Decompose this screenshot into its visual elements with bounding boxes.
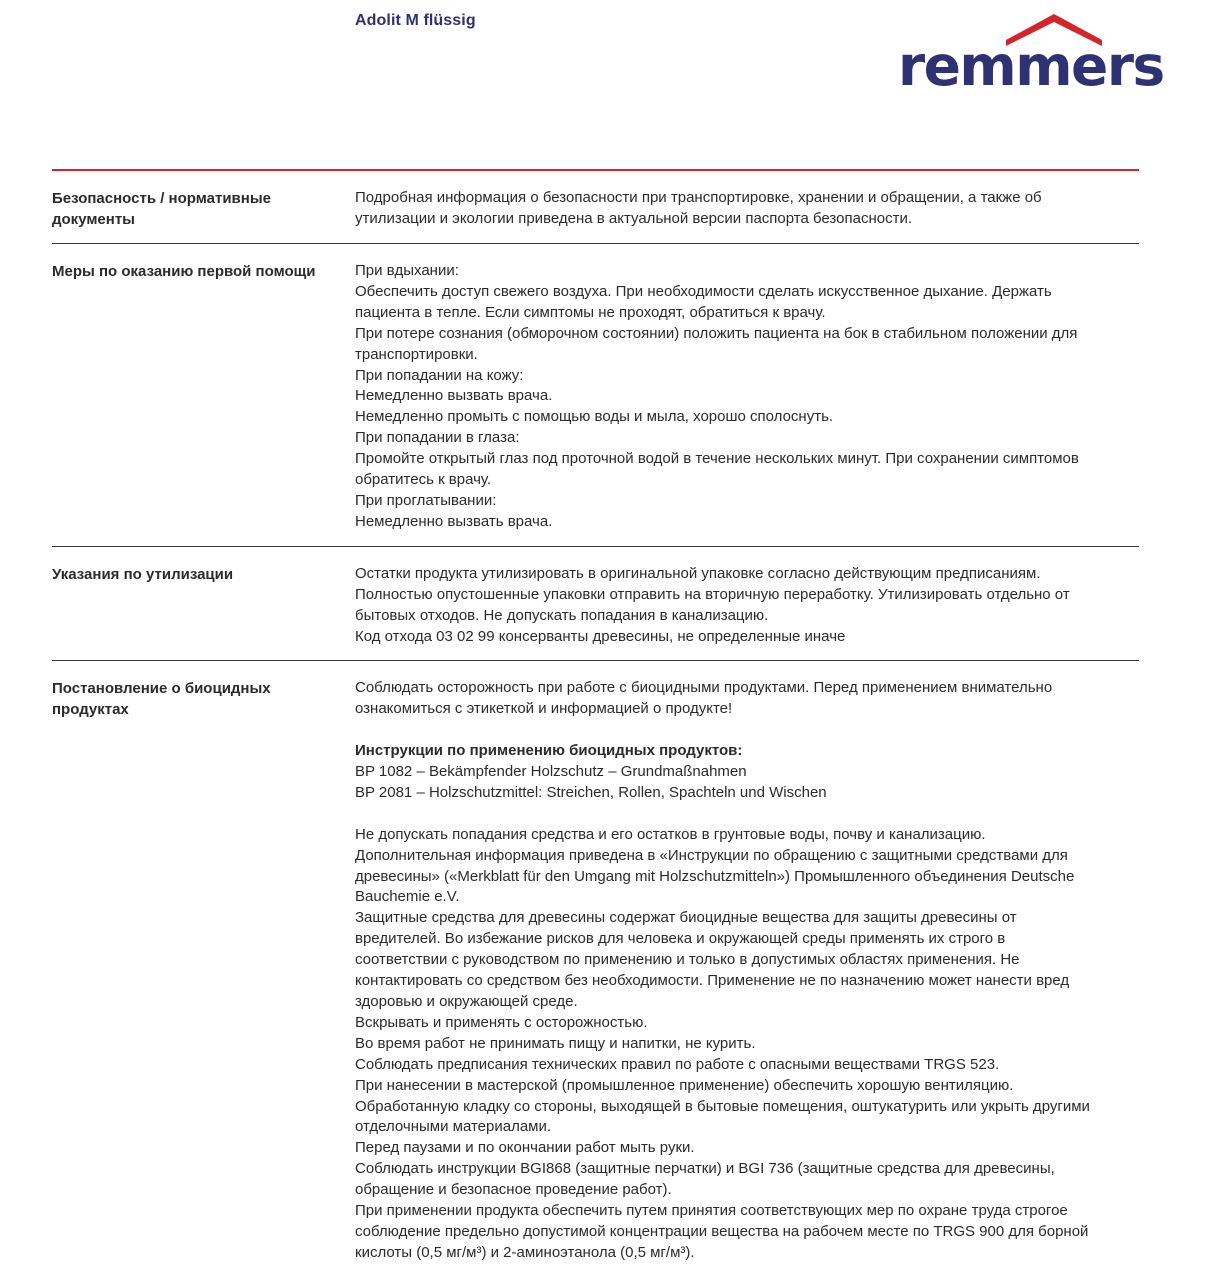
instructions-heading: Инструкции по применению биоцидных продуктов: — [355, 742, 743, 760]
text-line: Обработанную кладку со стороны, выходящей в бытовые помещения, оштукатурить или укрыть другими — [355, 1097, 1090, 1115]
text-line: соответствии с руководством по применению и только в допустимых областях применения. Не — [355, 951, 1020, 969]
text-line: При попадании в глаза: — [355, 429, 520, 447]
text-line: Дополнительная информация приведена в «Инструкции по обращению с защитными средствами для — [355, 846, 1068, 864]
text-line: обращение и безопасное проведение работ). — [355, 1181, 672, 1199]
text-line: При вдыхании: — [355, 262, 459, 279]
text-line: Bauchemie e.V. — [355, 888, 460, 906]
text-line: древесины» («Merkblatt für den Umgang mit Holzschutzmitteln») Промышленного объединения Deutsche — [355, 867, 1075, 885]
remmers-logo — [898, 12, 1164, 98]
text-line: Вскрывать и применять с осторожностью. — [355, 1013, 648, 1031]
section-disposal — [52, 547, 1139, 662]
text-line: утилизации и экологии приведена в актуальной версии паспорта безопасности. — [355, 209, 912, 227]
text-line: соблюдение предельно допустимой концентрации вещества на рабочем месте по TRGS 900 для борной — [355, 1222, 1089, 1240]
text-line: Немедленно промыть с помощью воды и мыла, хорошо сполоснуть. — [355, 408, 834, 426]
text-line: Остатки продукта утилизировать в оригинальной упаковке согласно действующим предписаниям. — [355, 564, 1041, 582]
text-line: Полностью опустошенные упаковки отправить на вторичную переработку. Утилизировать отдельно от — [355, 585, 1070, 603]
text-line: отделочными материалами. — [355, 1118, 552, 1136]
text-line: Не допускать попадания средства и его остатков в грунтовые воды, почву и канализацию. — [355, 825, 986, 843]
text-line: При нанесении в мастерской (промышленное применение) обеспечить хорошую вентиляцию. — [355, 1076, 1014, 1094]
text-line: транспортировки. — [355, 345, 478, 363]
paragraph-gap — [355, 720, 1139, 741]
info-table — [52, 171, 1139, 1277]
section-body — [355, 678, 1139, 1263]
text-line: Соблюдать предписания технических правил по работе с опасными веществами TRGS 523. — [355, 1055, 1000, 1073]
text-line: здоровью и окружающей среде. — [355, 992, 578, 1010]
text-line: кислоты (0,5 мг/м³) и 2-аминоэтанола (0,5 мг/м³). — [355, 1243, 695, 1261]
text-line: При применении продукта обеспечить путем принятия соответствующих мер по охране труда строгое — [355, 1202, 1068, 1220]
text-line: Соблюдать инструкции BGI868 (защитные перчатки) и BGI 736 (защитные средства для древесины, — [355, 1160, 1055, 1178]
section-body — [355, 188, 1139, 230]
section-first-aid — [52, 244, 1139, 547]
text-line: Немедленно вызвать врача. — [355, 512, 553, 530]
section-body — [355, 564, 1139, 648]
text-line: BP 1082 – Bekämpfender Holzschutz – Grundmaßnahmen — [355, 763, 747, 781]
text-line: Защитные средства для древесины содержат биоцидные вещества для защиты древесины от — [355, 909, 1017, 927]
text-line: Промойте открытый глаз под проточной водой в течение нескольких минут. При сохранении симптомов — [355, 450, 1079, 468]
text-line: пациента в тепле. Если симптомы не проходят, обратиться к врачу. — [355, 303, 826, 321]
text-line: При попадании на кожу: — [355, 366, 524, 384]
text-line: Код отхода 03 02 99 консерванты древесины, не определенные иначе — [355, 627, 846, 645]
text-line: Перед паузами и по окончании работ мыть руки. — [355, 1139, 695, 1157]
section-label: Указания по утилизации — [52, 565, 234, 583]
text-line: Подробная информация о безопасности при транспортировке, хранении и обращении, а также об — [355, 189, 1042, 206]
section-safety — [52, 171, 1139, 244]
paragraph-gap — [355, 804, 1139, 825]
section-label: Постановление о биоцидных продуктах — [52, 680, 271, 719]
logo-wordmark: remmers — [898, 34, 1164, 98]
section-body — [355, 261, 1139, 533]
text-line: бытовых отходов. Не допускать попадания в канализацию. — [355, 606, 769, 624]
section-biocide — [52, 661, 1139, 1276]
text-line: обратитесь к врачу. — [355, 471, 492, 489]
text-line: Во время работ не принимать пищу и напитки, не курить. — [355, 1034, 756, 1052]
text-line: При потере сознания (обморочном состоянии) положить пациента на бок в стабильном положении для — [355, 324, 1078, 342]
text-line: Немедленно вызвать врача. — [355, 387, 553, 405]
text-line: Соблюдать осторожность при работе с биоцидными продуктами. Перед применением внимательно — [355, 679, 1053, 697]
text-line: ознакомиться с этикеткой и информацией о продукте! — [355, 700, 733, 718]
product-title: Adolit M flüssig — [355, 12, 476, 29]
text-line: BP 2081 – Holzschutzmittel: Streichen, Rollen, Spachteln und Wischen — [355, 783, 827, 801]
text-line: вредителей. Во избежание рисков для человека и окружающей среды применять их строго в — [355, 930, 1006, 948]
section-label: Безопасность / нормативные документы — [52, 190, 271, 228]
text-line: контактировать со средством без необходимости. Применение не по назначению может нанести вред — [355, 972, 1070, 990]
text-line: Обеспечить доступ свежего воздуха. При необходимости сделать искусственное дыхание. Держать — [355, 282, 1052, 300]
text-line: При проглатывании: — [355, 491, 497, 509]
section-label: Меры по оказанию первой помощи — [52, 263, 316, 280]
